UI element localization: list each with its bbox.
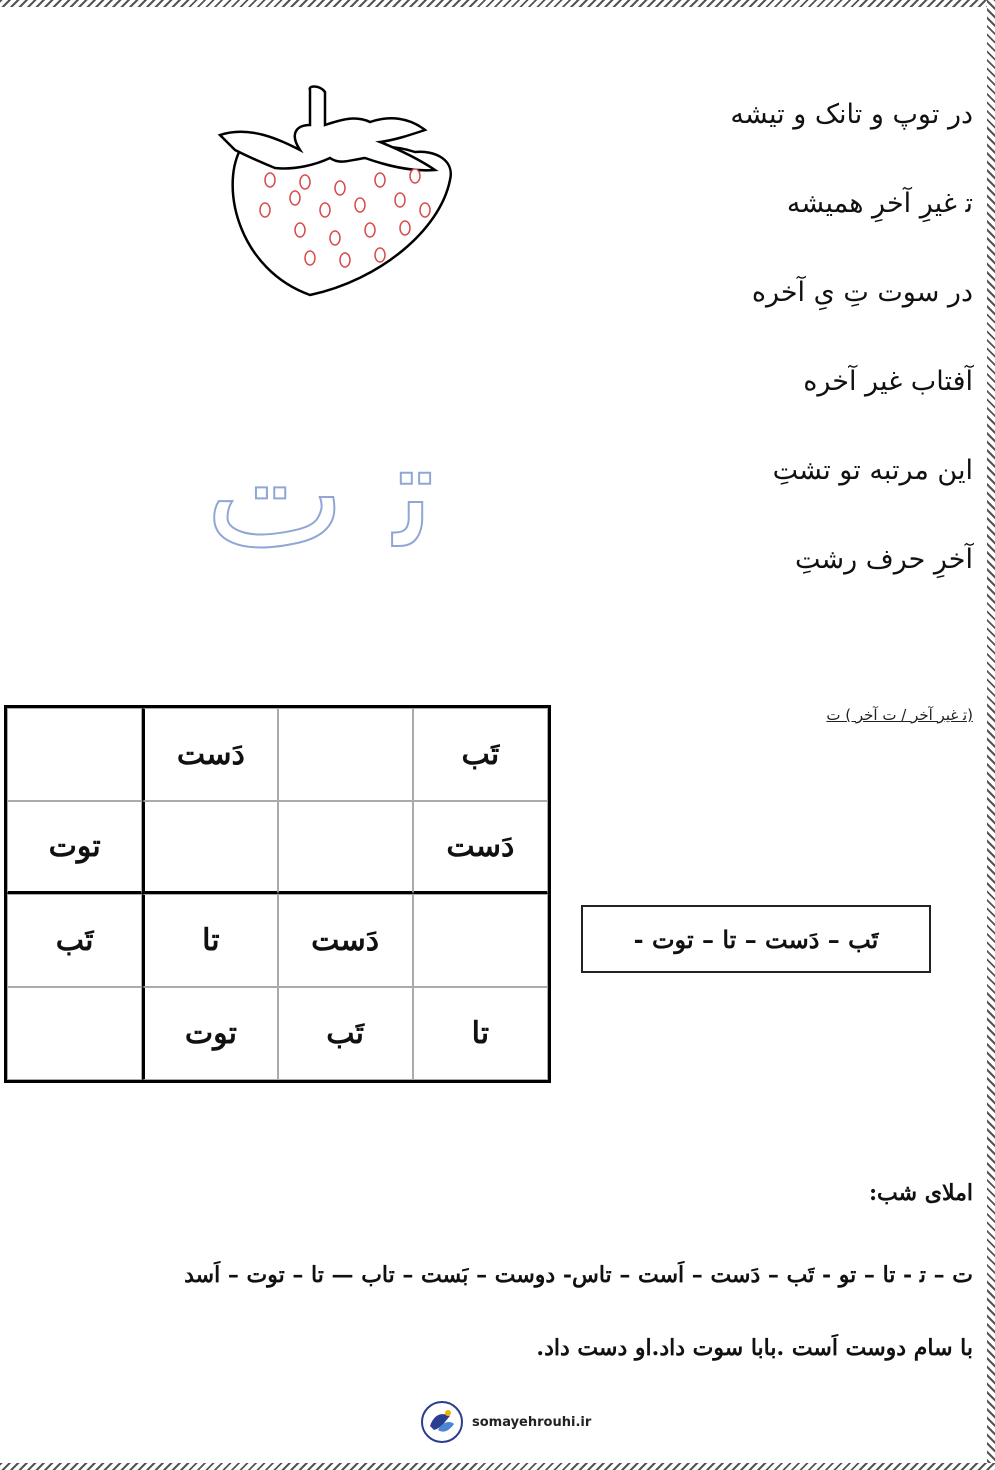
grid-cell xyxy=(7,987,142,1080)
grid-cell: دَست xyxy=(413,801,548,894)
footer xyxy=(420,1400,591,1444)
bottom-border xyxy=(0,1463,995,1470)
grid-cell xyxy=(278,801,413,894)
grid-cell: توت xyxy=(142,987,277,1080)
grid-cell: تا xyxy=(142,894,277,987)
outlined-letter-te: ﺗ ت xyxy=(204,408,436,582)
poem-line-4: آفتاب غیر آخره xyxy=(803,366,973,397)
letter-forms-hint: (ﺗ غیر آخر / ت آخر ) ت xyxy=(826,706,973,724)
dictation-sentence: با سام دوست اَست .بابا سوت داد.او دست داد. xyxy=(536,1335,973,1361)
poem-line-1: در توپ و تانک و تیشه xyxy=(730,99,973,130)
poem xyxy=(553,90,973,624)
right-border xyxy=(987,0,995,1470)
grid-cell xyxy=(7,708,142,801)
word-bank-box: تَب – دَست – تا – توت - xyxy=(581,905,931,973)
grid-cell xyxy=(142,801,277,894)
grid-cell: تَب xyxy=(413,708,548,801)
grid-cell: تَب xyxy=(278,987,413,1080)
strawberry-icon xyxy=(180,80,470,310)
dictation-words: ت – ﺗ - تا – تو - تَب – دَست – اَست – تاس- دوست – بَست – تاب — تا – توت – اَسد xyxy=(184,1262,973,1288)
grid-cell xyxy=(413,894,548,987)
poem-line-5: این مرتبه تو تشتِ xyxy=(772,455,973,486)
sudoku-grid xyxy=(4,705,551,1083)
somayeh-rouhi-logo-icon xyxy=(420,1400,464,1444)
poem-line-2: ﺗ غیرِ آخرِ همیشه xyxy=(786,188,973,219)
grid-cell: تَب xyxy=(7,894,142,987)
grid-cell: دَست xyxy=(142,708,277,801)
grid-cell: تا xyxy=(413,987,548,1080)
poem-line-3: در سوت تِ یِ آخره xyxy=(751,277,973,308)
grid-cell: توت xyxy=(7,801,142,894)
website-url[interactable]: somayehrouhi.ir xyxy=(472,1414,592,1430)
dictation-title: املای شب: xyxy=(868,1180,973,1206)
grid-cell: دَست xyxy=(278,894,413,987)
poem-line-6: آخرِ حرف رشتِ xyxy=(794,544,973,575)
top-border xyxy=(0,0,995,7)
grid-cell xyxy=(278,708,413,801)
